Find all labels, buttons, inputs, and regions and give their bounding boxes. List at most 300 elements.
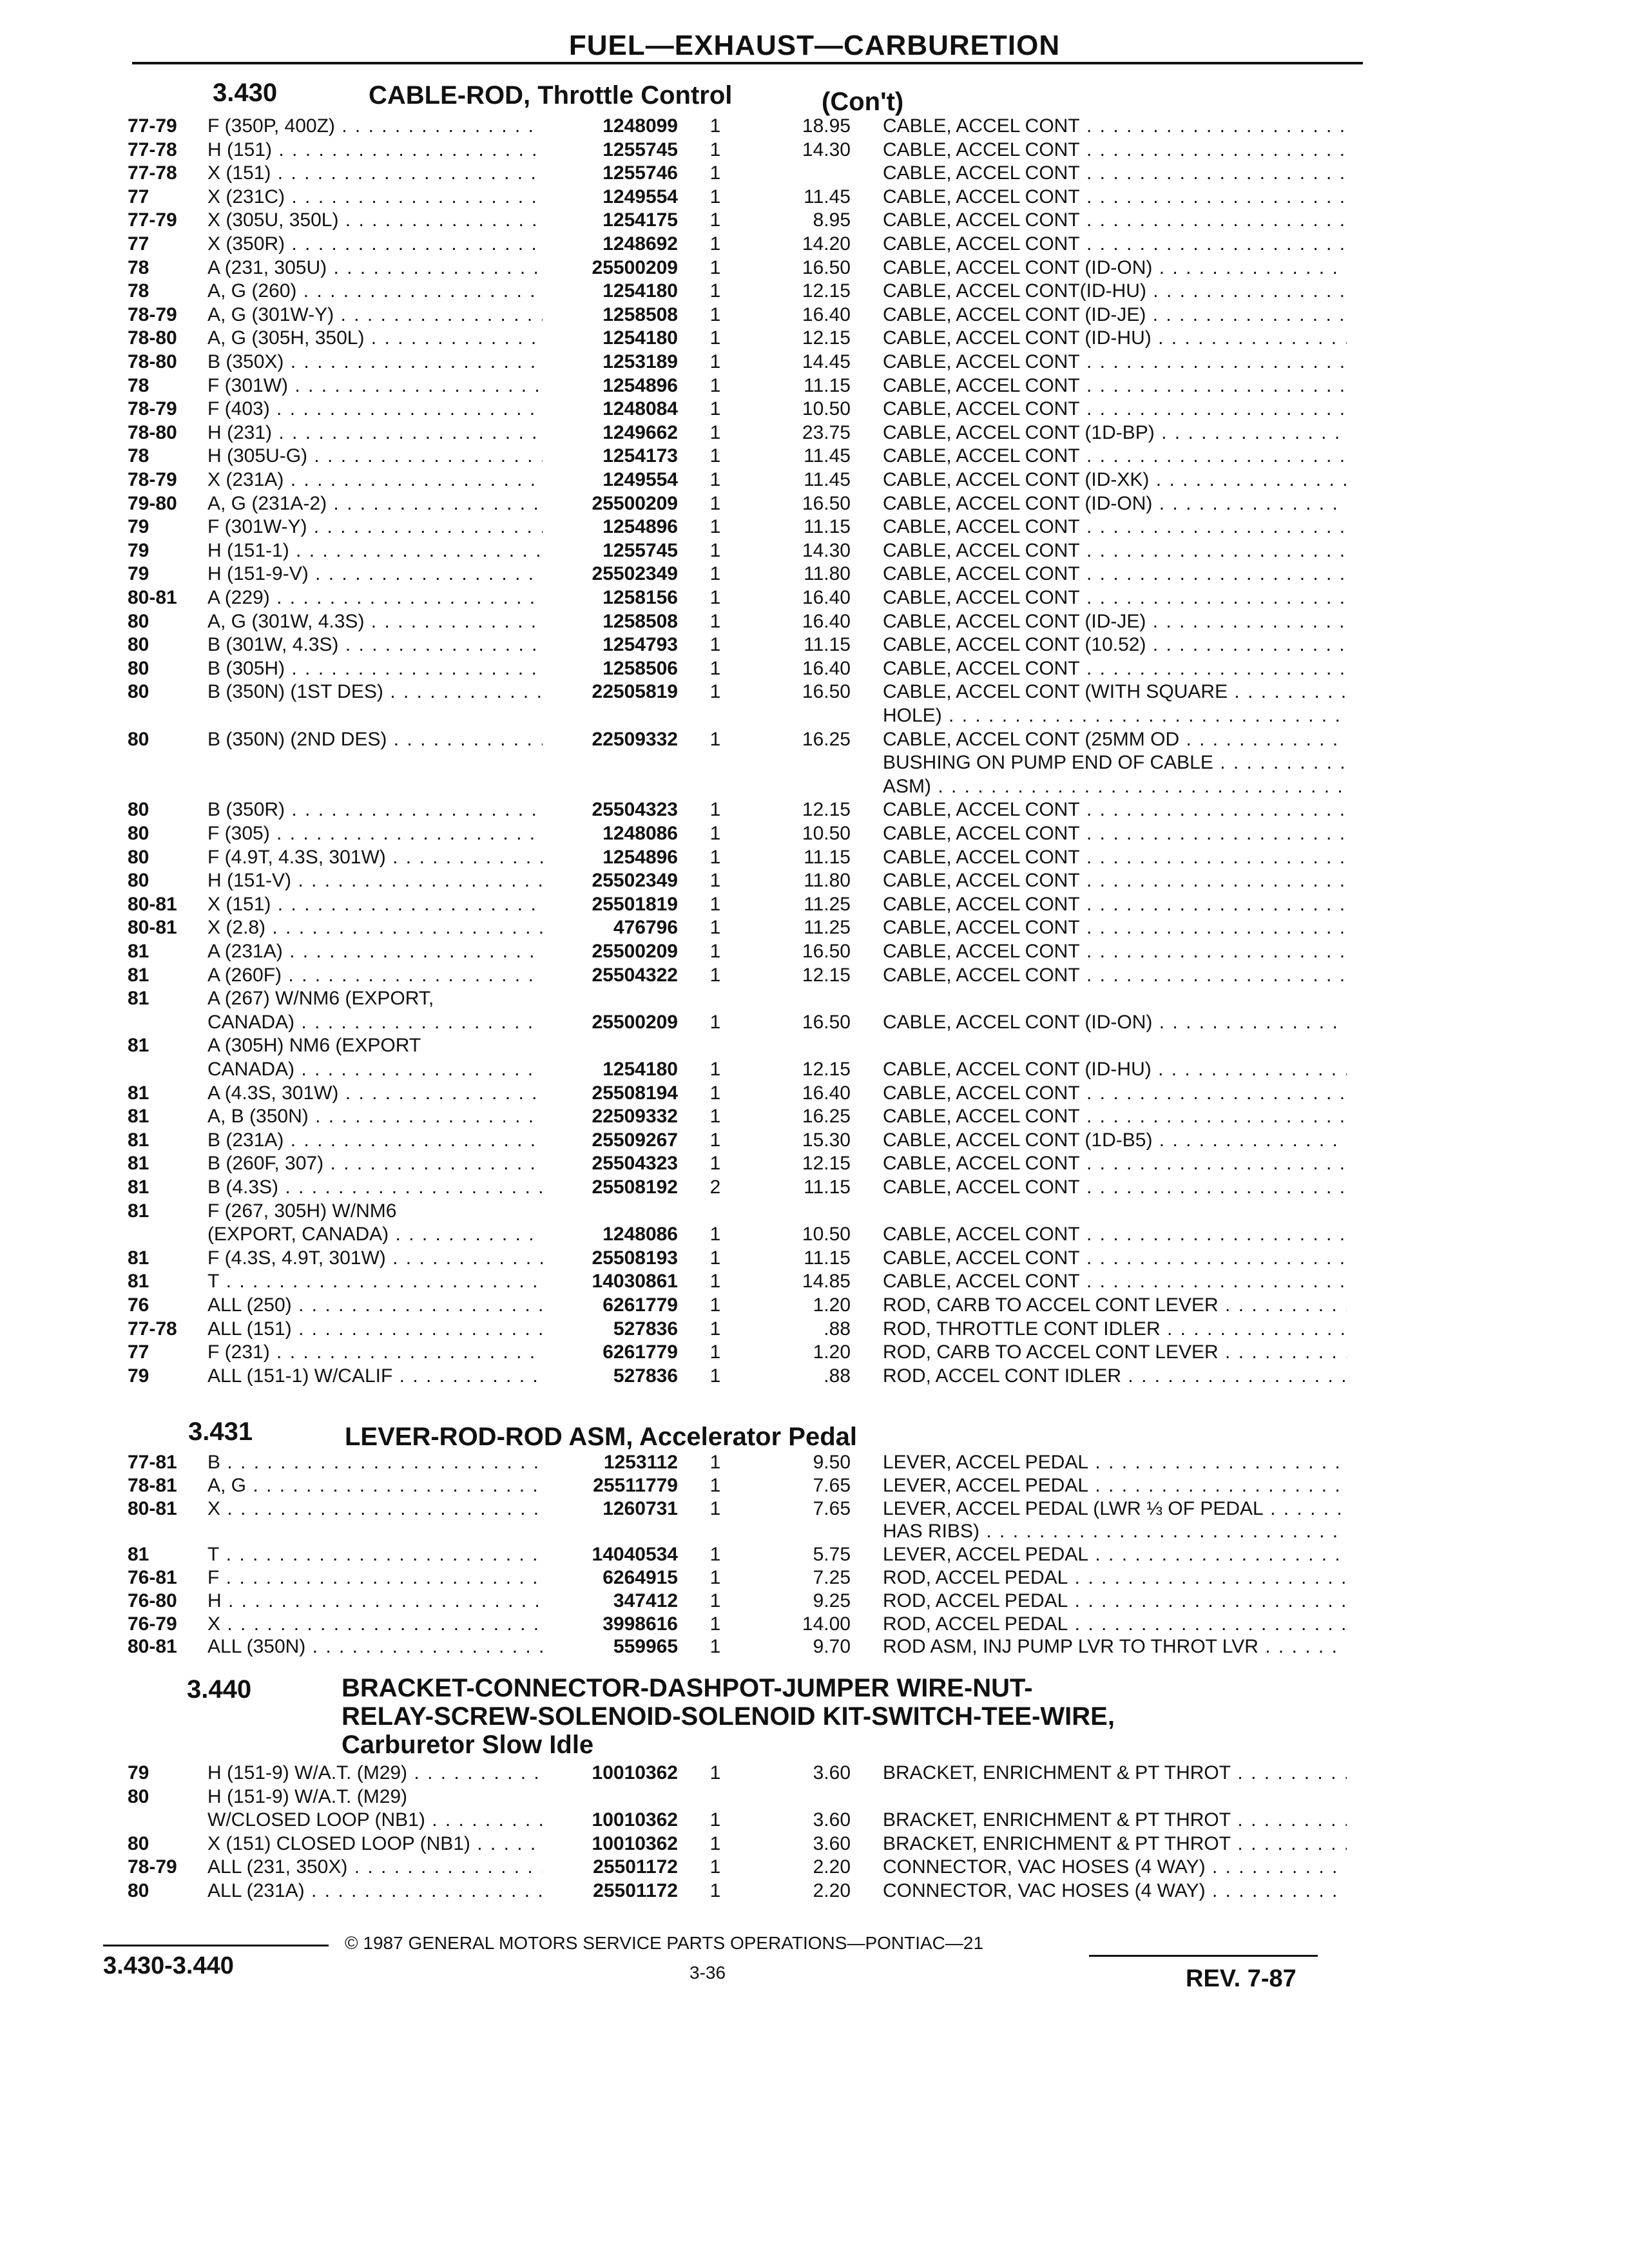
description: ROD, ACCEL PEDAL . . .: [883, 1565, 1347, 1591]
application: H (151-V) . . .: [207, 868, 543, 894]
part-number: 1254896: [602, 846, 678, 868]
section-3440-title-line2: RELAY-SCREW-SOLENOID-SOLENOID KIT-SWITCH-TEE-WIRE,: [342, 1702, 1115, 1731]
quantity: 1: [709, 1452, 721, 1473]
quantity: 1: [709, 1613, 721, 1635]
application: T . . .: [207, 1269, 543, 1294]
application: H . . .: [207, 1588, 543, 1614]
year-range: 76-80: [128, 1590, 177, 1611]
application: CANADA) . . .: [207, 1057, 543, 1082]
price: 12.15: [802, 280, 851, 302]
part-number: 25501819: [592, 893, 678, 915]
quantity: 1: [709, 657, 721, 679]
year-range: 80: [128, 846, 149, 868]
quantity: 1: [709, 1856, 721, 1878]
description: CABLE, ACCEL CONT . . .: [883, 1269, 1347, 1294]
parts-row: [0, 868, 1629, 894]
parts-row: [0, 1565, 1629, 1591]
quantity: 1: [709, 917, 721, 939]
year-range: 81: [128, 1129, 149, 1151]
year-range: 78-79: [128, 303, 177, 325]
year-range: 78-80: [128, 327, 177, 349]
parts-row: [0, 821, 1629, 847]
price: 15.30: [802, 1129, 851, 1151]
price: 11.15: [804, 516, 851, 538]
part-number: 1255745: [602, 139, 678, 160]
year-range: 76-81: [128, 1567, 177, 1588]
parts-row: [0, 1519, 1629, 1544]
year-range: 81: [128, 964, 149, 986]
quantity: 1: [709, 1497, 721, 1519]
price: 11.80: [804, 563, 851, 585]
year-range: 80: [128, 657, 149, 679]
parts-row: [0, 467, 1629, 493]
part-number: 1248084: [602, 398, 678, 420]
parts-row: [0, 231, 1629, 257]
price: 11.80: [804, 870, 851, 892]
year-range: 80: [128, 799, 149, 821]
quantity: 1: [709, 139, 721, 160]
year-range: 80-81: [128, 587, 177, 608]
price: 16.50: [802, 941, 851, 962]
application: B (260F, 307) . . .: [207, 1151, 543, 1177]
description: CABLE, ACCEL CONT (25MM OD . . .: [883, 727, 1347, 753]
part-number: 1254173: [602, 445, 678, 467]
year-range: 77: [128, 1341, 149, 1363]
quantity: 1: [709, 1224, 721, 1245]
year-range: 81: [128, 1106, 149, 1128]
description: CABLE, ACCEL CONT . . .: [883, 797, 1347, 823]
price: 16.50: [802, 681, 851, 703]
description: CABLE, ACCEL CONT (1D-BP) . . .: [883, 420, 1347, 446]
description: BRACKET, ENRICHMENT & PT THROT . . .: [883, 1831, 1347, 1857]
application: B (350R) . . .: [207, 797, 543, 823]
section-3431-number: 3.431: [188, 1418, 253, 1446]
parts-row: [0, 1316, 1629, 1342]
year-range: 80-81: [128, 893, 177, 915]
description: CABLE, ACCEL CONT . . .: [883, 868, 1347, 894]
description: CABLE, ACCEL CONT (ID-JE) . . .: [883, 302, 1347, 328]
parts-row: [0, 420, 1629, 446]
parts-row: [0, 396, 1629, 422]
part-number: 22505819: [592, 681, 678, 703]
application: A (231A) . . .: [207, 939, 543, 965]
application: X (151) . . .: [207, 160, 543, 186]
application: ALL (151) . . .: [207, 1316, 543, 1342]
application: F (305) . . .: [207, 821, 543, 847]
description: ROD, CARB TO ACCEL CONT LEVER . . .: [883, 1340, 1347, 1365]
parts-row: [0, 1245, 1629, 1271]
price: 7.25: [813, 1567, 851, 1588]
price: 14.45: [802, 351, 851, 372]
application: ALL (350N) . . .: [207, 1634, 543, 1660]
description: CABLE, ACCEL CONT (ID-HU) . . .: [883, 1057, 1347, 1082]
parts-row: [0, 1760, 1629, 1786]
price: 16.50: [802, 492, 851, 514]
part-number: 14040534: [592, 1544, 678, 1566]
quantity: 1: [709, 1011, 721, 1033]
price: 12.15: [802, 964, 851, 986]
quantity: 1: [709, 256, 721, 278]
footer-revision: REV. 7-87: [1186, 1965, 1296, 1992]
parts-row: [0, 1363, 1629, 1389]
year-range: 77-79: [128, 115, 177, 137]
application: A, G (305H, 350L) . . .: [207, 325, 543, 351]
price: 11.45: [804, 186, 851, 207]
part-number: 1258506: [602, 657, 678, 679]
parts-row: [0, 963, 1629, 988]
quantity: 1: [709, 1544, 721, 1566]
year-range: 80-81: [128, 1497, 177, 1519]
year-range: 80: [128, 1832, 149, 1854]
part-number: 6264915: [602, 1567, 678, 1588]
description: CABLE, ACCEL CONT . . .: [883, 1151, 1347, 1177]
price: 1.20: [813, 1341, 851, 1363]
description: LEVER, ACCEL PEDAL (LWR ⅓ OF PEDAL . . .: [883, 1496, 1347, 1522]
parts-row: [0, 1450, 1629, 1475]
part-number: 476796: [613, 917, 678, 939]
quantity: 1: [709, 1247, 721, 1269]
year-range: 77: [128, 233, 149, 255]
description: CABLE, ACCEL CONT . . .: [883, 821, 1347, 847]
price: 16.40: [802, 610, 851, 632]
description: CABLE, ACCEL CONT . . .: [883, 373, 1347, 399]
part-number: 1260731: [602, 1497, 678, 1519]
price: 14.30: [802, 539, 851, 561]
parts-row: [0, 1634, 1629, 1660]
part-number: 347412: [613, 1590, 678, 1611]
description: ROD, CARB TO ACCEL CONT LEVER . . .: [883, 1293, 1347, 1318]
footer-page-number: 3-36: [689, 1963, 726, 1983]
parts-row: [0, 1784, 1629, 1810]
part-number: 527836: [613, 1365, 678, 1387]
part-number: 1258508: [602, 303, 678, 325]
application: A (231, 305U) . . .: [207, 255, 543, 281]
year-range: 78: [128, 256, 149, 278]
quantity: 1: [709, 1636, 721, 1658]
parts-row: [0, 325, 1629, 351]
application: H (231) . . .: [207, 420, 543, 446]
description: CABLE, ACCEL CONT . . .: [883, 939, 1347, 965]
parts-row: [0, 845, 1629, 870]
quantity: 1: [709, 610, 721, 632]
quantity: 1: [709, 1271, 721, 1293]
quantity: 1: [709, 421, 721, 443]
application: A, G (301W-Y) . . .: [207, 302, 543, 328]
section-3440-title-line1: BRACKET-CONNECTOR-DASHPOT-JUMPER WIRE-NUT-: [342, 1674, 1033, 1702]
price: 16.40: [802, 1082, 851, 1104]
description: CABLE, ACCEL CONT (ID-ON) . . .: [883, 255, 1347, 281]
parts-row: [0, 892, 1629, 918]
parts-row: [0, 703, 1629, 729]
description: CABLE, ACCEL CONT (10.52) . . .: [883, 632, 1347, 658]
parts-row: [0, 679, 1629, 705]
part-number: 527836: [613, 1318, 678, 1340]
parts-row: [0, 349, 1629, 375]
description: ROD, ACCEL CONT IDLER . . .: [883, 1363, 1347, 1389]
application: A (4.3S, 301W) . . .: [207, 1081, 543, 1106]
description: CABLE, ACCEL CONT (ID-XK) . . .: [883, 467, 1347, 493]
footer-rule-left: [103, 1945, 329, 1946]
description: CABLE, ACCEL CONT . . .: [883, 396, 1347, 422]
description: CABLE, ACCEL CONT . . .: [883, 1245, 1347, 1271]
year-range: 79: [128, 1365, 149, 1387]
quantity: 1: [709, 398, 721, 420]
year-range: 78: [128, 445, 149, 467]
year-range: 81: [128, 1200, 149, 1222]
parts-row: [0, 939, 1629, 965]
section-3430-number: 3.430: [213, 79, 278, 107]
parts-row: [0, 1151, 1629, 1177]
quantity: 1: [709, 1294, 721, 1316]
price: 10.50: [802, 823, 851, 844]
part-number: 25500209: [592, 492, 678, 514]
quantity: 1: [709, 327, 721, 349]
price: 16.50: [802, 1011, 851, 1033]
price: 23.75: [802, 421, 851, 443]
year-range: 80-81: [128, 1636, 177, 1658]
year-range: 77-78: [128, 162, 177, 184]
header-rule: [132, 62, 1363, 64]
quantity: 2: [709, 1177, 721, 1198]
quantity: 1: [709, 1879, 721, 1901]
parts-row: [0, 1128, 1629, 1153]
year-range: 80: [128, 870, 149, 892]
part-number: 25501172: [593, 1879, 678, 1901]
part-number: 6261779: [602, 1294, 678, 1316]
application: B (4.3S) . . .: [207, 1175, 543, 1200]
description: ROD, ACCEL PEDAL . . .: [883, 1588, 1347, 1614]
description: BRACKET, ENRICHMENT & PT THROT . . .: [883, 1760, 1347, 1786]
price: 11.25: [804, 917, 851, 939]
year-range: 77-78: [128, 139, 177, 160]
application: H (151-9) W/A.T. (M29) . . .: [207, 1760, 543, 1786]
part-number: 25504323: [592, 799, 678, 821]
description: LEVER, ACCEL PEDAL . . .: [883, 1473, 1347, 1499]
application: F (301W) . . .: [207, 373, 543, 399]
price: 16.25: [802, 1106, 851, 1128]
description: CABLE, ACCEL CONT (ID-ON) . . .: [883, 491, 1347, 517]
quantity: 1: [709, 374, 721, 396]
description: CABLE, ACCEL CONT . . .: [883, 1175, 1347, 1200]
description: CABLE, ACCEL CONT . . .: [883, 656, 1347, 682]
parts-row: [0, 1175, 1629, 1200]
description: CABLE, ACCEL CONT . . .: [883, 207, 1347, 233]
quantity: 1: [709, 1318, 721, 1340]
part-number: 25500209: [592, 256, 678, 278]
section-3440-number: 3.440: [187, 1675, 252, 1704]
part-number: 25509267: [592, 1129, 678, 1151]
quantity: 1: [709, 209, 721, 231]
part-number: 22509332: [592, 728, 678, 750]
price: .88: [824, 1365, 851, 1387]
part-number: 10010362: [592, 1762, 678, 1783]
application: (EXPORT, CANADA) . . .: [207, 1222, 543, 1247]
description: CABLE, ACCEL CONT (ID-ON) . . .: [883, 1010, 1347, 1035]
quantity: 1: [709, 303, 721, 325]
part-number: 1253112: [603, 1452, 678, 1473]
section-3440-title-line3: Carburetor Slow Idle: [342, 1731, 594, 1759]
parts-row: [0, 1057, 1629, 1082]
description: CABLE, ACCEL CONT . . .: [883, 443, 1347, 469]
part-number: 1248086: [602, 1224, 678, 1245]
parts-row: [0, 1222, 1629, 1247]
part-number: 1254180: [602, 327, 678, 349]
parts-row: [0, 1854, 1629, 1880]
application: B (305H) . . .: [207, 656, 543, 682]
parts-row: [0, 184, 1629, 210]
application: A (305H) NM6 (EXPORT: [207, 1035, 421, 1057]
parts-row: [0, 1473, 1629, 1499]
year-range: 80: [128, 1785, 149, 1807]
part-number: 1249554: [602, 469, 678, 490]
description: ROD, THROTTLE CONT IDLER . . .: [883, 1316, 1347, 1342]
part-number: 25500209: [592, 1011, 678, 1033]
description: CONNECTOR, VAC HOSES (4 WAY) . . .: [883, 1878, 1347, 1904]
description: CABLE, ACCEL CONT . . .: [883, 231, 1347, 257]
quantity: 1: [709, 964, 721, 986]
parts-row: [0, 1878, 1629, 1904]
quantity: 1: [709, 186, 721, 207]
price: 14.30: [802, 139, 851, 160]
application: F (231) . . .: [207, 1340, 543, 1365]
part-number: 1254896: [602, 374, 678, 396]
quantity: 1: [709, 280, 721, 302]
application: ALL (151-1) W/CALIF . . .: [207, 1363, 543, 1389]
parts-row: [0, 1611, 1629, 1637]
part-number: 6261779: [602, 1341, 678, 1363]
part-number: 25508193: [592, 1247, 678, 1269]
price: 12.15: [802, 1059, 851, 1080]
price: 11.45: [804, 469, 851, 490]
part-number: 25504323: [592, 1153, 678, 1175]
part-number: 22509332: [592, 1106, 678, 1128]
year-range: 80: [128, 610, 149, 632]
price: 9.25: [813, 1590, 851, 1611]
year-range: 78-80: [128, 351, 177, 372]
quantity: 1: [709, 941, 721, 962]
quantity: 1: [709, 823, 721, 844]
year-range: 81: [128, 1247, 149, 1269]
price: 16.40: [802, 303, 851, 325]
quantity: 1: [709, 516, 721, 538]
year-range: 78: [128, 280, 149, 302]
year-range: 81: [128, 1153, 149, 1175]
price: 7.65: [813, 1474, 851, 1496]
price: 11.25: [804, 893, 851, 915]
parts-row: [0, 1588, 1629, 1614]
quantity: 1: [709, 1474, 721, 1496]
quantity: 1: [709, 492, 721, 514]
price: 14.20: [802, 233, 851, 255]
quantity: 1: [709, 1153, 721, 1175]
description: CABLE, ACCEL CONT . . .: [883, 349, 1347, 375]
price: 16.40: [802, 657, 851, 679]
year-range: 78-80: [128, 421, 177, 443]
application: B (231A) . . .: [207, 1128, 543, 1153]
price: 14.00: [802, 1613, 851, 1635]
description: CABLE, ACCEL CONT (WITH SQUARE . . .: [883, 679, 1347, 705]
application: A (260F) . . .: [207, 963, 543, 988]
application: A, G (301W, 4.3S) . . .: [207, 609, 543, 635]
price: 11.15: [804, 1247, 851, 1269]
part-number: 1254180: [602, 1059, 678, 1080]
quantity: 1: [709, 587, 721, 608]
price: 12.15: [802, 1153, 851, 1175]
application: T . . .: [207, 1542, 543, 1568]
application: X . . .: [207, 1611, 543, 1637]
price: 12.15: [802, 799, 851, 821]
part-number: 1254180: [602, 280, 678, 302]
description: CABLE, ACCEL CONT (1D-B5) . . .: [883, 1128, 1347, 1153]
parts-row: [0, 1104, 1629, 1129]
price: 3.60: [813, 1809, 851, 1831]
description: BRACKET, ENRICHMENT & PT THROT . . .: [883, 1807, 1347, 1833]
description: CABLE, ACCEL CONT . . .: [883, 845, 1347, 870]
part-number: 1248099: [602, 115, 678, 137]
application: H (151-9) W/A.T. (M29): [207, 1785, 408, 1807]
parts-row: [0, 514, 1629, 540]
section-3430-continued: (Con't): [822, 88, 904, 116]
application: B . . .: [207, 1450, 543, 1475]
year-range: 81: [128, 1035, 149, 1057]
price: 11.15: [804, 846, 851, 868]
price: 10.50: [802, 398, 851, 420]
quantity: 1: [709, 634, 721, 656]
price: 8.95: [813, 209, 851, 231]
year-range: 76: [128, 1294, 149, 1316]
year-range: 77: [128, 186, 149, 207]
parts-row: [0, 656, 1629, 682]
year-range: 78-79: [128, 398, 177, 420]
quantity: 1: [709, 563, 721, 585]
application: F (267, 305H) W/NM6: [207, 1200, 397, 1222]
description: CABLE, ACCEL CONT . . .: [883, 963, 1347, 988]
year-range: 77-79: [128, 209, 177, 231]
quantity: 1: [709, 1809, 721, 1831]
parts-row: [0, 585, 1629, 611]
application: ALL (231A) . . .: [207, 1878, 543, 1904]
quantity: 1: [709, 846, 721, 868]
application: F . . .: [207, 1565, 543, 1591]
application: B (350N) (2ND DES) . . .: [207, 727, 543, 753]
quantity: 1: [709, 1059, 721, 1080]
quantity: 1: [709, 469, 721, 490]
application: F (4.9T, 4.3S, 301W) . . .: [207, 845, 543, 870]
parts-row: [0, 561, 1629, 587]
parts-row: [0, 491, 1629, 517]
application: A, B (350N) . . .: [207, 1104, 543, 1129]
description: CABLE, ACCEL CONT . . .: [883, 514, 1347, 540]
quantity: 1: [709, 162, 721, 184]
application: F (350P, 400Z) . . .: [207, 113, 543, 139]
application: A, G (260) . . .: [207, 278, 543, 304]
parts-row: [0, 1293, 1629, 1318]
parts-row: [0, 1033, 1629, 1059]
parts-row: [0, 1496, 1629, 1522]
quantity: 1: [709, 1832, 721, 1854]
quantity: 1: [709, 1129, 721, 1151]
parts-row: [0, 1340, 1629, 1365]
part-number: 25508192: [592, 1177, 678, 1198]
year-range: 79-80: [128, 492, 177, 514]
price: 2.20: [813, 1856, 851, 1878]
description: ROD ASM, INJ PUMP LVR TO THROT LVR . . .: [883, 1634, 1347, 1660]
part-number: 1249662: [602, 421, 678, 443]
year-range: 79: [128, 539, 149, 561]
description: CABLE, ACCEL CONT (ID-JE) . . .: [883, 609, 1347, 635]
part-number: 25511779: [593, 1474, 678, 1496]
year-range: 78: [128, 374, 149, 396]
